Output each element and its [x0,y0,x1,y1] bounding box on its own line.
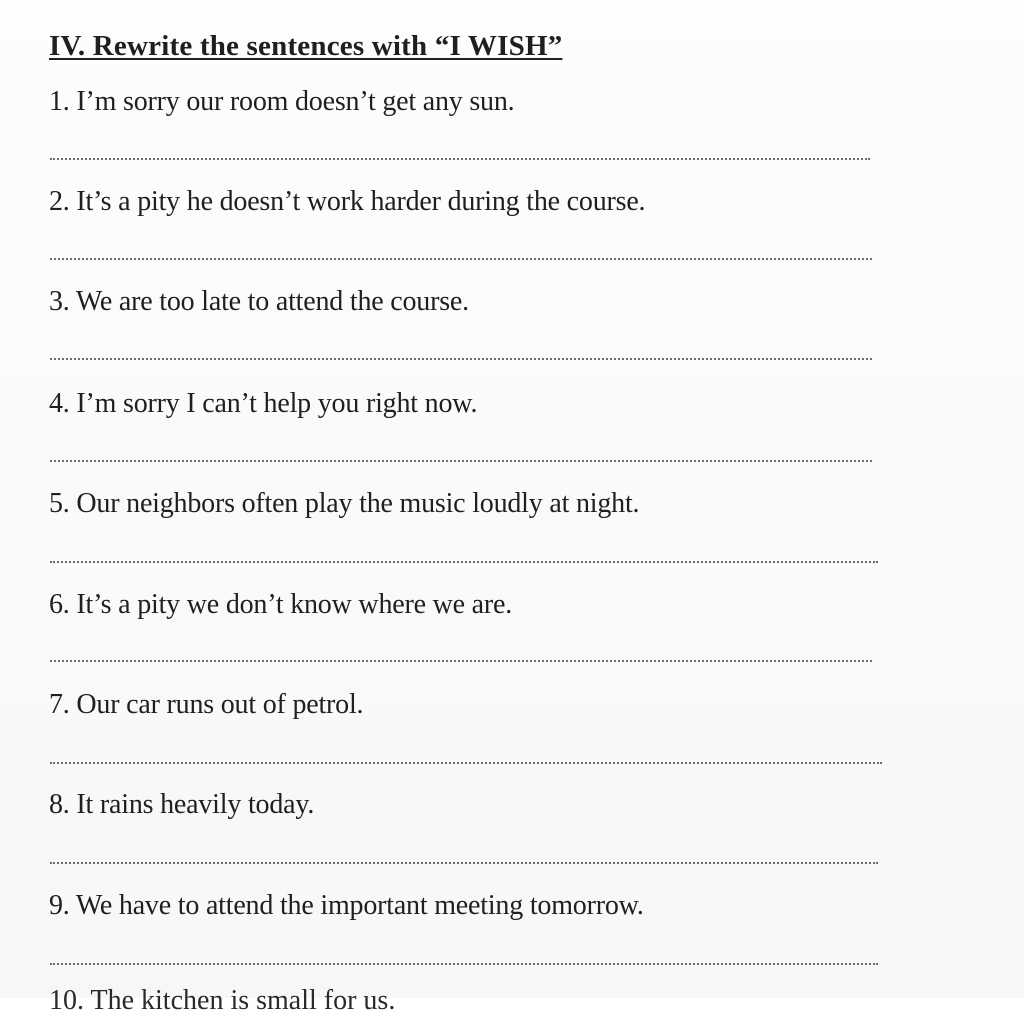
question-6: 6. It’s a pity we don’t know where we are. [49,589,513,620]
question-10-partial: 10. The kitchen is small for us. [49,985,396,1016]
answer-line-8[interactable] [50,862,878,864]
question-3: 3. We are too late to attend the course. [49,286,469,317]
question-7: 7. Our car runs out of petrol. [49,689,364,720]
answer-line-9[interactable] [50,963,878,965]
answer-line-4[interactable] [50,460,872,462]
question-5: 5. Our neighbors often play the music loudly at night. [49,488,640,519]
answer-line-5[interactable] [50,561,878,563]
worksheet-title: IV. Rewrite the sentences with “I WISH” [49,30,563,62]
question-9: 9. We have to attend the important meeting tomorrow. [49,890,644,921]
answer-line-7[interactable] [50,762,882,764]
answer-line-1[interactable] [50,158,870,160]
answer-line-2[interactable] [50,258,872,260]
question-1: 1. I’m sorry our room doesn’t get any sun. [49,86,515,117]
question-4: 4. I’m sorry I can’t help you right now. [49,388,478,419]
answer-line-3[interactable] [50,358,872,360]
question-2: 2. It’s a pity he doesn’t work harder during the course. [49,186,646,217]
question-8: 8. It rains heavily today. [49,789,315,820]
answer-line-6[interactable] [50,660,872,662]
